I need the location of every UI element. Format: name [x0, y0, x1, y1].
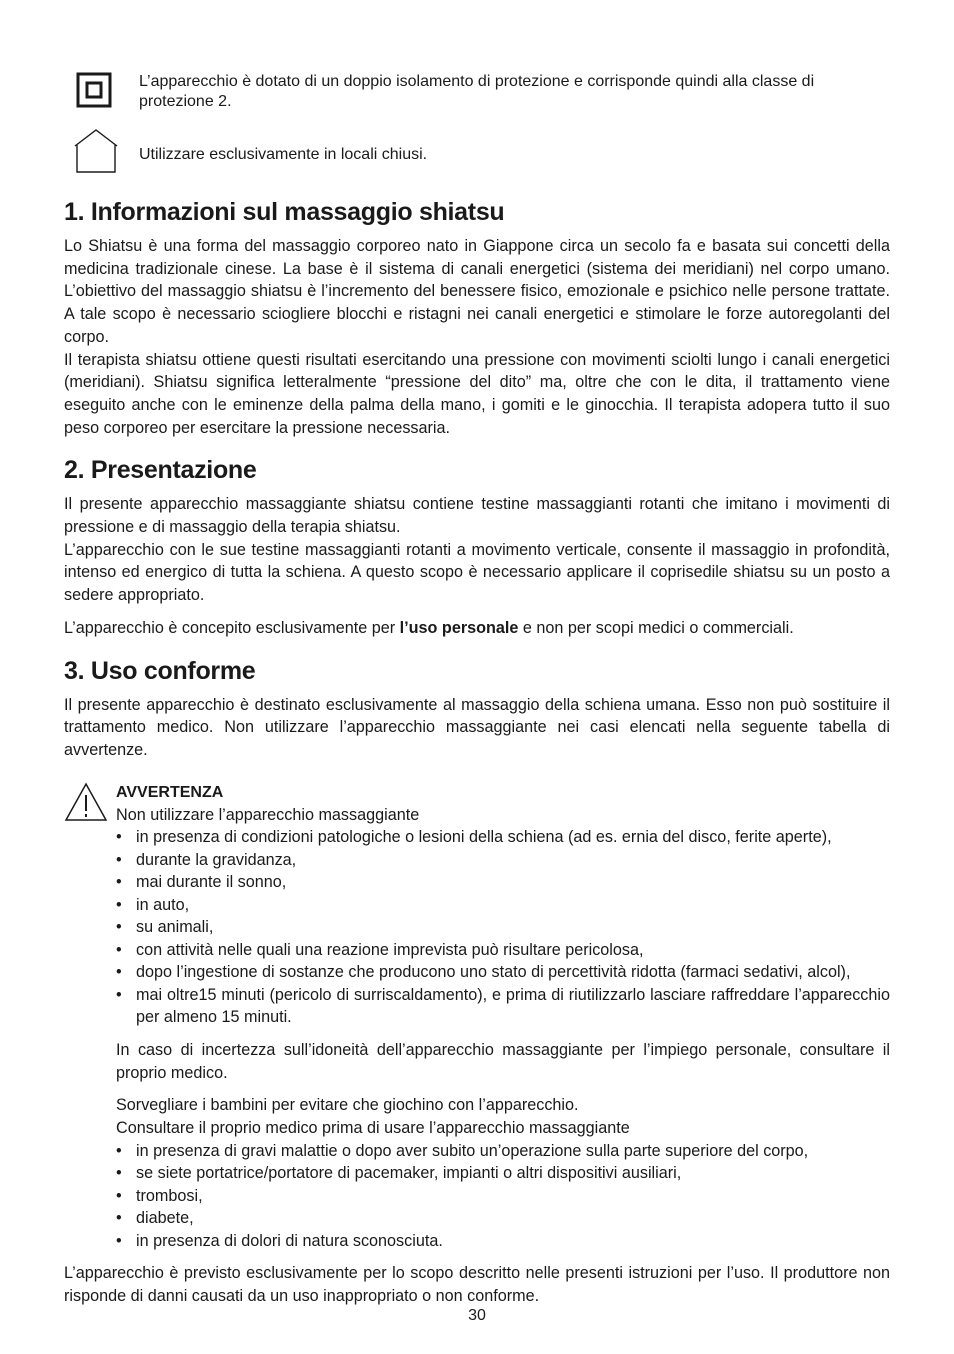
- p3-bold-text: l’uso personale: [399, 618, 519, 637]
- section-1-title: 1. Informazioni sul massaggio shiatsu: [64, 198, 505, 226]
- list-item: [116, 1162, 890, 1185]
- list-item-text: mai durante il sonno,: [136, 873, 287, 892]
- list-item: [116, 1140, 890, 1163]
- list-item-text: in presenza di gravi malattie o dopo aver subito un’operazione sulla parte superiore del corpo,: [136, 1141, 809, 1160]
- bullet-icon: •: [116, 940, 122, 959]
- list-item-text: durante la gravidanza,: [136, 850, 297, 869]
- section-presentation: [64, 453, 890, 639]
- warning-triangle-icon: [64, 782, 108, 822]
- list-item: [116, 826, 890, 849]
- list-item-text: dopo l’ingestione di sostanze che producono uno stato di percettività ridotta (farmaci sedativi, alcol),: [136, 963, 851, 982]
- main-content: [64, 195, 890, 1308]
- bullet-icon: •: [116, 1164, 122, 1183]
- warning-list: [116, 826, 890, 1029]
- bullet-icon: •: [116, 985, 122, 1004]
- section-2-paragraph-2: L’apparecchio con le sue testine massaggianti rotanti a movimento verticale, consente il massaggio in profondità, intenso ed energico di tutta la schiena. A questo scopo è necessario applicare il coprisedile shiatsu su un posto a sedere appropriato.: [64, 540, 890, 605]
- bullet-icon: •: [116, 1186, 122, 1205]
- section-2-title: 2. Presentazione: [64, 456, 257, 485]
- section-1-paragraph-1: Lo Shiatsu è una forma del massaggio corporeo nato in Giappone circa un secolo fa e basata sui concetti della medicina tradizionale cinese. La base è il sistema di canali energetici (sistema dei meridiani) nel corpo umano. L’obiettivo del massaggio shiatsu è l’incremento del benessere fisico, emozionale e psichico nelle persone trattate. A tale scopo è necessario sciogliere blocchi e ristagni nei canali energetici e stimolare le forze autoregolanti del corpo.: [64, 237, 890, 346]
- warning-title: AVVERTENZA: [116, 783, 224, 801]
- doubt-paragraph: In caso di incertezza sull’idoneità dell’apparecchio massaggiante per l’impiego personale, consultare il proprio medico.: [116, 1040, 890, 1082]
- list-item: [116, 1230, 890, 1253]
- warning-intro: Non utilizzare l’apparecchio massaggiante: [116, 805, 420, 824]
- double-insulation-icon: [76, 72, 112, 108]
- list-item: [116, 871, 890, 894]
- list-item: [116, 939, 890, 962]
- list-item-text: diabete,: [136, 1209, 194, 1228]
- list-item: [116, 1185, 890, 1208]
- bullet-icon: •: [116, 895, 122, 914]
- bullet-icon: •: [116, 1209, 122, 1228]
- list-item-text: se siete portatrice/portatore di pacemaker, impianti o altri dispositivi ausiliari,: [136, 1164, 682, 1183]
- section-3-title: 3. Uso conforme: [64, 656, 256, 685]
- list-item: [116, 1207, 890, 1230]
- bullet-icon: •: [116, 963, 122, 982]
- list-item: [116, 894, 890, 917]
- section-1-paragraph-2: Il terapista shiatsu ottiene questi risultati esercitando una pressione con movimenti sciolti lungo i canali energetici (meridiani). Shiatsu significa letteralmente “pressione del dito” ma, oltre che con le dita, il trattamento viene eseguito anche con le eminenze della palma della mano, i gomiti e le ginocchia. Il terapista adopera tutto il suo peso corporeo per esercitare la pressione necessaria.: [64, 350, 890, 437]
- list-item: [116, 916, 890, 939]
- children-paragraph: Sorvegliare i bambini per evitare che giochino con l’apparecchio.: [116, 1096, 579, 1115]
- class2-symbol-row: [64, 72, 890, 112]
- section-2-paragraph-1: Il presente apparecchio massaggiante shiatsu contiene testine massaggianti rotanti che imitano i movimenti di pressione e di massaggio della terapia shiatsu.: [64, 495, 890, 537]
- bullet-icon: •: [116, 1231, 122, 1250]
- bullet-icon: •: [116, 918, 122, 937]
- p3-text-after: e non per scopi medici o commerciali.: [518, 618, 794, 637]
- list-item-text: trombosi,: [136, 1186, 203, 1205]
- list-item-text: con attività nelle quali una reazione imprevista può risultare pericolosa,: [136, 940, 644, 959]
- page-number: 30: [468, 1307, 486, 1324]
- list-item-text: su animali,: [136, 918, 214, 937]
- class2-text: L’apparecchio è dotato di un doppio isolamento di protezione e corrisponde quindi alla classe di protezione 2.: [139, 73, 815, 110]
- indoor-text: Utilizzare esclusivamente in locali chiusi.: [139, 146, 428, 163]
- list-item: [116, 984, 890, 1029]
- list-item-text: in presenza di condizioni patologiche o lesioni della schiena (ad es. ernia del disco, ferite aperte),: [136, 828, 832, 847]
- section-2-paragraph-3: [64, 617, 890, 640]
- section-3-paragraph-1: Il presente apparecchio è destinato esclusivamente al massaggio della schiena umana. Esso non può sostituire il trattamento medico. Non utilizzare l’apparecchio massaggiante nei casi elencati nella seguente tabella di avvertenze.: [64, 695, 890, 759]
- p3-text-before: L’apparecchio è concepito esclusivamente per: [64, 618, 400, 637]
- section-intended-use: [64, 654, 890, 1308]
- list-item-text: in auto,: [136, 895, 190, 914]
- list-item: [116, 961, 890, 984]
- consult-paragraph: Consultare il proprio medico prima di usare l’apparecchio massaggiante: [116, 1118, 630, 1137]
- bullet-icon: •: [116, 828, 122, 847]
- final-paragraph: L’apparecchio è previsto esclusivamente per lo scopo descritto nelle presenti istruzioni per l’uso. Il produttore non risponde di danni causati da un uso inappropriato o non conforme.: [64, 1264, 890, 1305]
- indoor-symbol-row: [64, 128, 890, 174]
- bullet-icon: •: [116, 873, 122, 892]
- section-shiatsu-info: [64, 195, 890, 439]
- list-item-text: in presenza di dolori di natura sconosciuta.: [136, 1231, 443, 1250]
- consult-list: [116, 1140, 890, 1253]
- list-item: [116, 849, 890, 872]
- list-item-text: mai oltre15 minuti (pericolo di surriscaldamento), e prima di riutilizzarlo lasciare raffreddare l’apparecchio per almeno 15 minuti.: [136, 985, 890, 1027]
- bullet-icon: •: [116, 1141, 122, 1160]
- bullet-icon: •: [116, 850, 122, 869]
- house-icon: [73, 128, 119, 174]
- warning-block: [64, 782, 890, 1253]
